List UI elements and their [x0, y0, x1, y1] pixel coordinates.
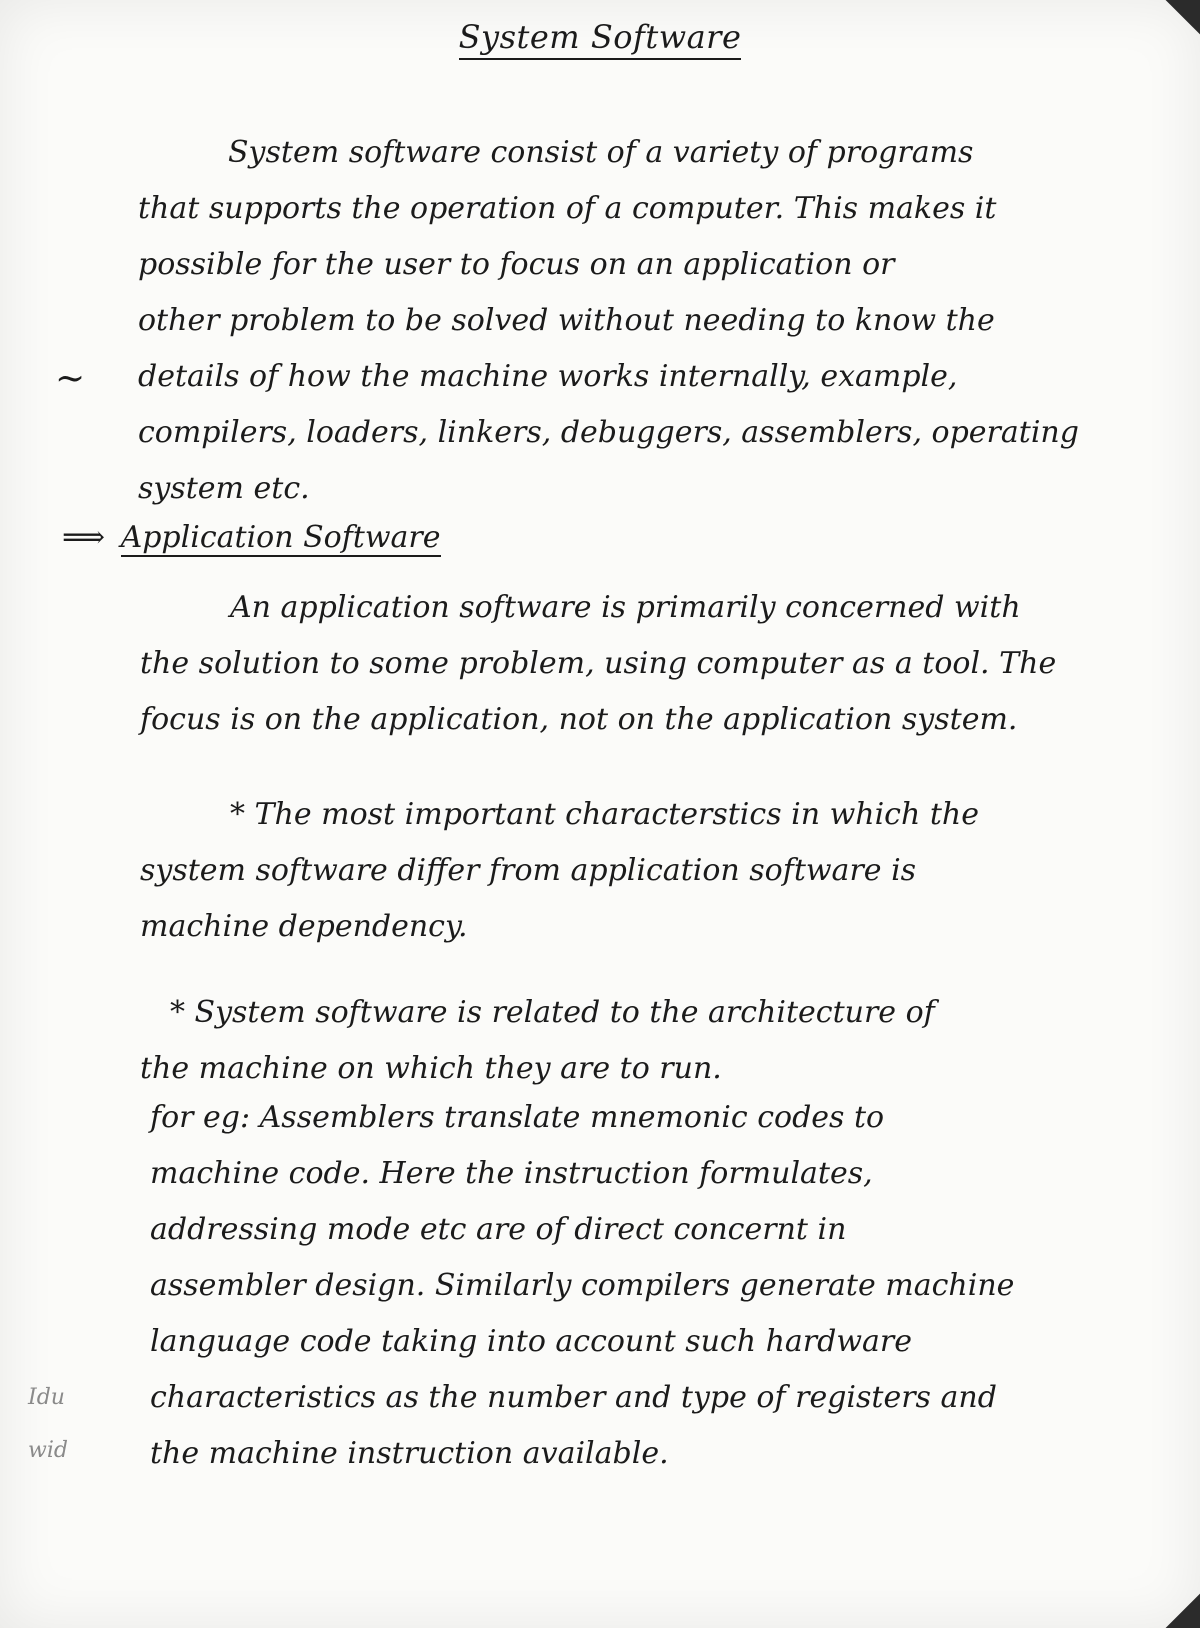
page-title: [0, 18, 1200, 56]
paragraph-line: the machine on which they are to run.: [140, 1051, 722, 1086]
application-software-paragraph: [140, 580, 1180, 748]
paragraph-line: machine dependency.: [140, 909, 468, 944]
paragraph-line: details of how the machine works internally, example,: [138, 359, 958, 394]
paragraph-line: possible for the user to focus on an application or: [138, 247, 895, 282]
heading-text: Application Software: [120, 520, 441, 555]
paragraph-line: compilers, loaders, linkers, debuggers, assemblers, operating: [138, 415, 1079, 450]
paragraph-line: the machine instruction available.: [150, 1436, 669, 1471]
paragraph-line: other problem to be solved without needing to know the: [138, 303, 995, 338]
margin-bleed-mark: Idu: [28, 1385, 65, 1410]
architecture-paragraph: [140, 985, 1180, 1097]
system-software-paragraph: [138, 125, 1168, 517]
paragraph-line: * System software is related to the architecture of: [170, 995, 935, 1030]
characteristics-paragraph: [140, 787, 1180, 955]
margin-tilde-mark: ~: [55, 358, 86, 399]
paragraph-line: for eg: Assemblers translate mnemonic codes to: [150, 1100, 885, 1135]
paragraph-line: assembler design. Similarly compilers generate machine: [150, 1268, 1015, 1303]
paragraph-line: System software consist of a variety of programs: [228, 135, 974, 170]
paragraph-line: that supports the operation of a computer. This makes it: [138, 191, 997, 226]
paragraph-line: * The most important characterstics in which the: [230, 797, 979, 832]
double-arrow-icon: ⟹: [62, 520, 106, 555]
paragraph-line: system software differ from application software is: [140, 853, 917, 888]
paragraph-line: characteristics as the number and type of registers and: [150, 1380, 997, 1415]
paragraph-line: addressing mode etc are of direct concernt in: [150, 1212, 847, 1247]
page-corner-binding: [1162, 1590, 1200, 1628]
title-text: System Software: [459, 18, 742, 60]
paragraph-line: machine code. Here the instruction formulates,: [150, 1156, 873, 1191]
paragraph-line: system etc.: [138, 471, 310, 506]
margin-bleed-mark: wid: [28, 1438, 68, 1463]
application-software-heading: [62, 520, 441, 555]
paragraph-line: the solution to some problem, using computer as a tool. The: [140, 646, 1057, 681]
paragraph-line: language code taking into account such hardware: [150, 1324, 912, 1359]
example-paragraph: [150, 1090, 1170, 1482]
paragraph-line: focus is on the application, not on the application system.: [140, 702, 1018, 737]
paragraph-line: An application software is primarily concerned with: [230, 590, 1021, 625]
